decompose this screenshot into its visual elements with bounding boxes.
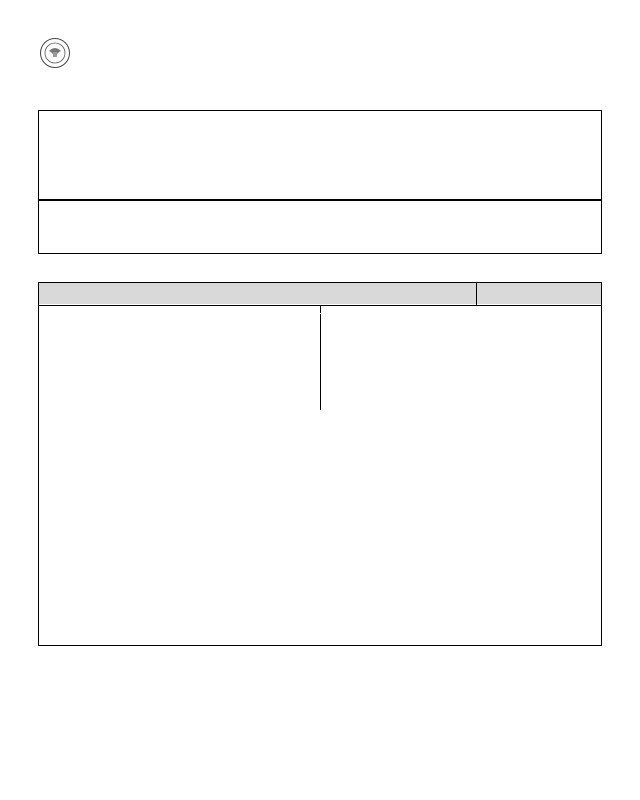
date-of-exam-field[interactable] (477, 295, 601, 304)
paperwork-act-box (38, 200, 602, 254)
privacy-act-box (38, 110, 602, 200)
section-header-shade (39, 283, 476, 304)
examinee-name-input[interactable] (40, 314, 318, 323)
employee-name-input[interactable] (322, 314, 600, 323)
eagle-icon (43, 41, 67, 65)
state-department-seal (40, 38, 70, 68)
